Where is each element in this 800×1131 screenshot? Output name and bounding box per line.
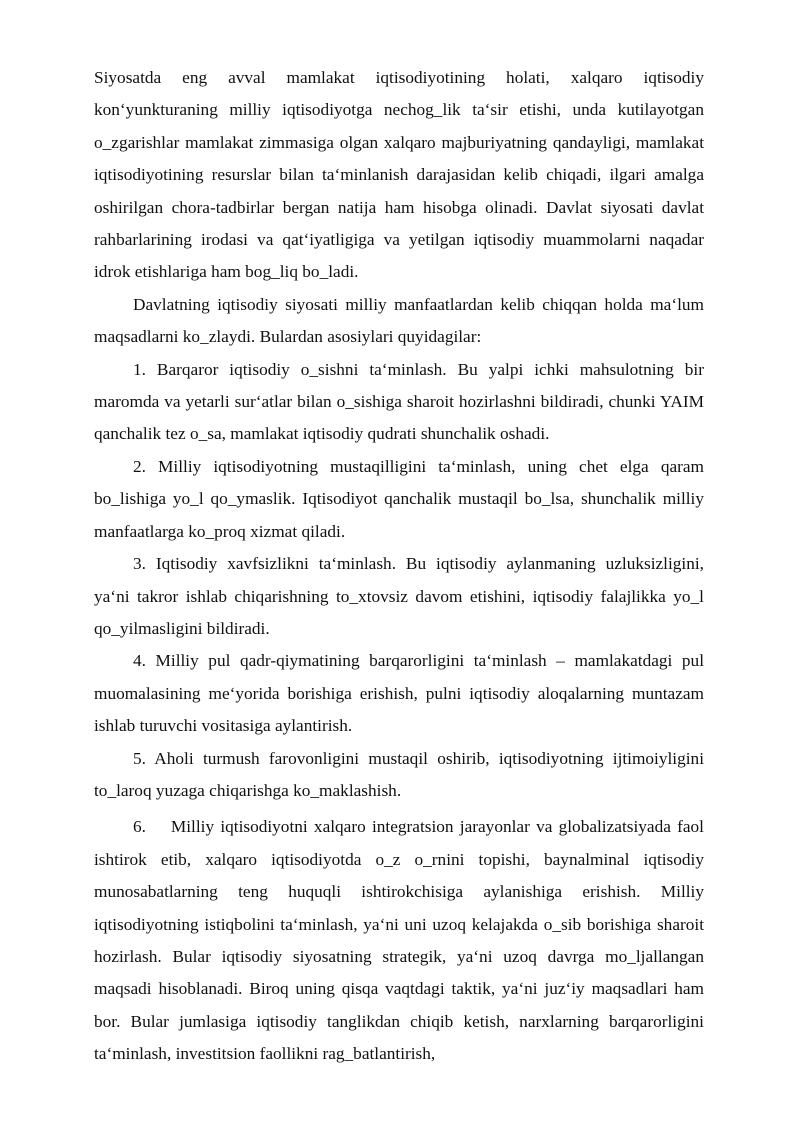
paragraph-intro: Siyosatda eng avval mamlakat iqtisodiyotining holati, xalqaro iqtisodiy kon‘yunkturaning milliy iqtisodiyotga nechog_lik ta‘sir etishi, unda kutilayotgan o_zgarishlar mamlakat zimmasiga olgan xalqaro majburiyatning qandayligi, mamlakat iqtisodiyotining resurslar bilan ta‘minlanish darajasidan kelib chiqadi, ilgari amalga oshirilgan chora-tadbirlar bergan natija ham hisobga olinadi. Davlat siyosati davlat rahbarlarining irodasi va qat‘iyatligiga va yetilgan iqtisodiy muammolarni naqadar idrok etishlariga ham bog_liq bo_ladi.	[94, 68, 704, 282]
list-item-4: 4. Milliy pul qadr-qiymatining barqarorligini ta‘minlash – mamlakatdagi pul muomalasining me‘yorida borishiga erishish, pulni iqtisodiy aloqalarning muntazam ishlab turuvchi vositasiga aylantirish.	[94, 651, 704, 736]
list-item-3: 3. Iqtisodiy xavfsizlikni ta‘minlash. Bu iqtisodiy aylanmaning uzluksizligini, ya‘ni takror ishlab chiqarishning to_xtovsiz davom etishini, iqtisodiy falajlikka yo_l qo_yilmasligini bildiradi.	[94, 554, 704, 638]
list-item-5: 5. Aholi turmush farovonligini mustaqil oshirib, iqtisodiyotning ijtimoiyligini to_laroq yuzaga chiqarishga ko_maklashish.	[94, 748, 704, 800]
list-item-6: 6. Milliy iqtisodiyotni xalqaro integratsion jarayonlar va globalizatsiyada faol ishtirok etib, xalqaro iqtisodiyotda o_z o_rnini topishi, baynalminal iqtisodiy munosabatlarning teng huquqli ishtirokchisiga aylanishiga erishish. Milliy iqtisodiyotning istiqbolini ta‘minlash, ya‘ni uni uzoq kelajakda o_sib borishiga sharoit hozirlash. Bular iqtisodiy siyosatning strategik, ya‘ni uzoq davrga mo_ljallangan maqsadi hisoblanadi. Biroq uning qisqa vaqtdagi taktik, ya‘ni juz‘iy maqsadlari ham bor. Bular jumlasiga iqtisodiy tanglikdan chiqib ketish, narxlarning barqarorligini ta‘minlash, investitsion faollikni rag_batlantirish,	[94, 817, 709, 1064]
document-page	[94, 62, 709, 1071]
list-item-2: 2. Milliy iqtisodiyotning mustaqilligini ta‘minlash, uning chet elga qaram bo_lishiga yo_l qo_ymaslik. Iqtisodiyot qanchalik mustaqil bo_lsa, shunchalik milliy manfaatlarga ko_proq xizmat qiladi.	[94, 456, 704, 541]
paragraph-goals-intro: Davlatning iqtisodiy siyosati milliy manfaatlardan kelib chiqqan holda ma‘lum maqsadlarni ko_zlaydi. Bulardan asosiylari quyidagilar:	[94, 294, 704, 347]
list-item-1: 1. Barqaror iqtisodiy o_sishni ta‘minlash. Bu yalpi ichki mahsulotning bir maromda va yetarli sur‘atlar bilan o_sishiga sharoit hozirlashni bildiradi, chunki YAIM qanchalik tez o_sa, mamlakat iqtisodiy qudrati shunchalik oshadi.	[94, 359, 704, 444]
